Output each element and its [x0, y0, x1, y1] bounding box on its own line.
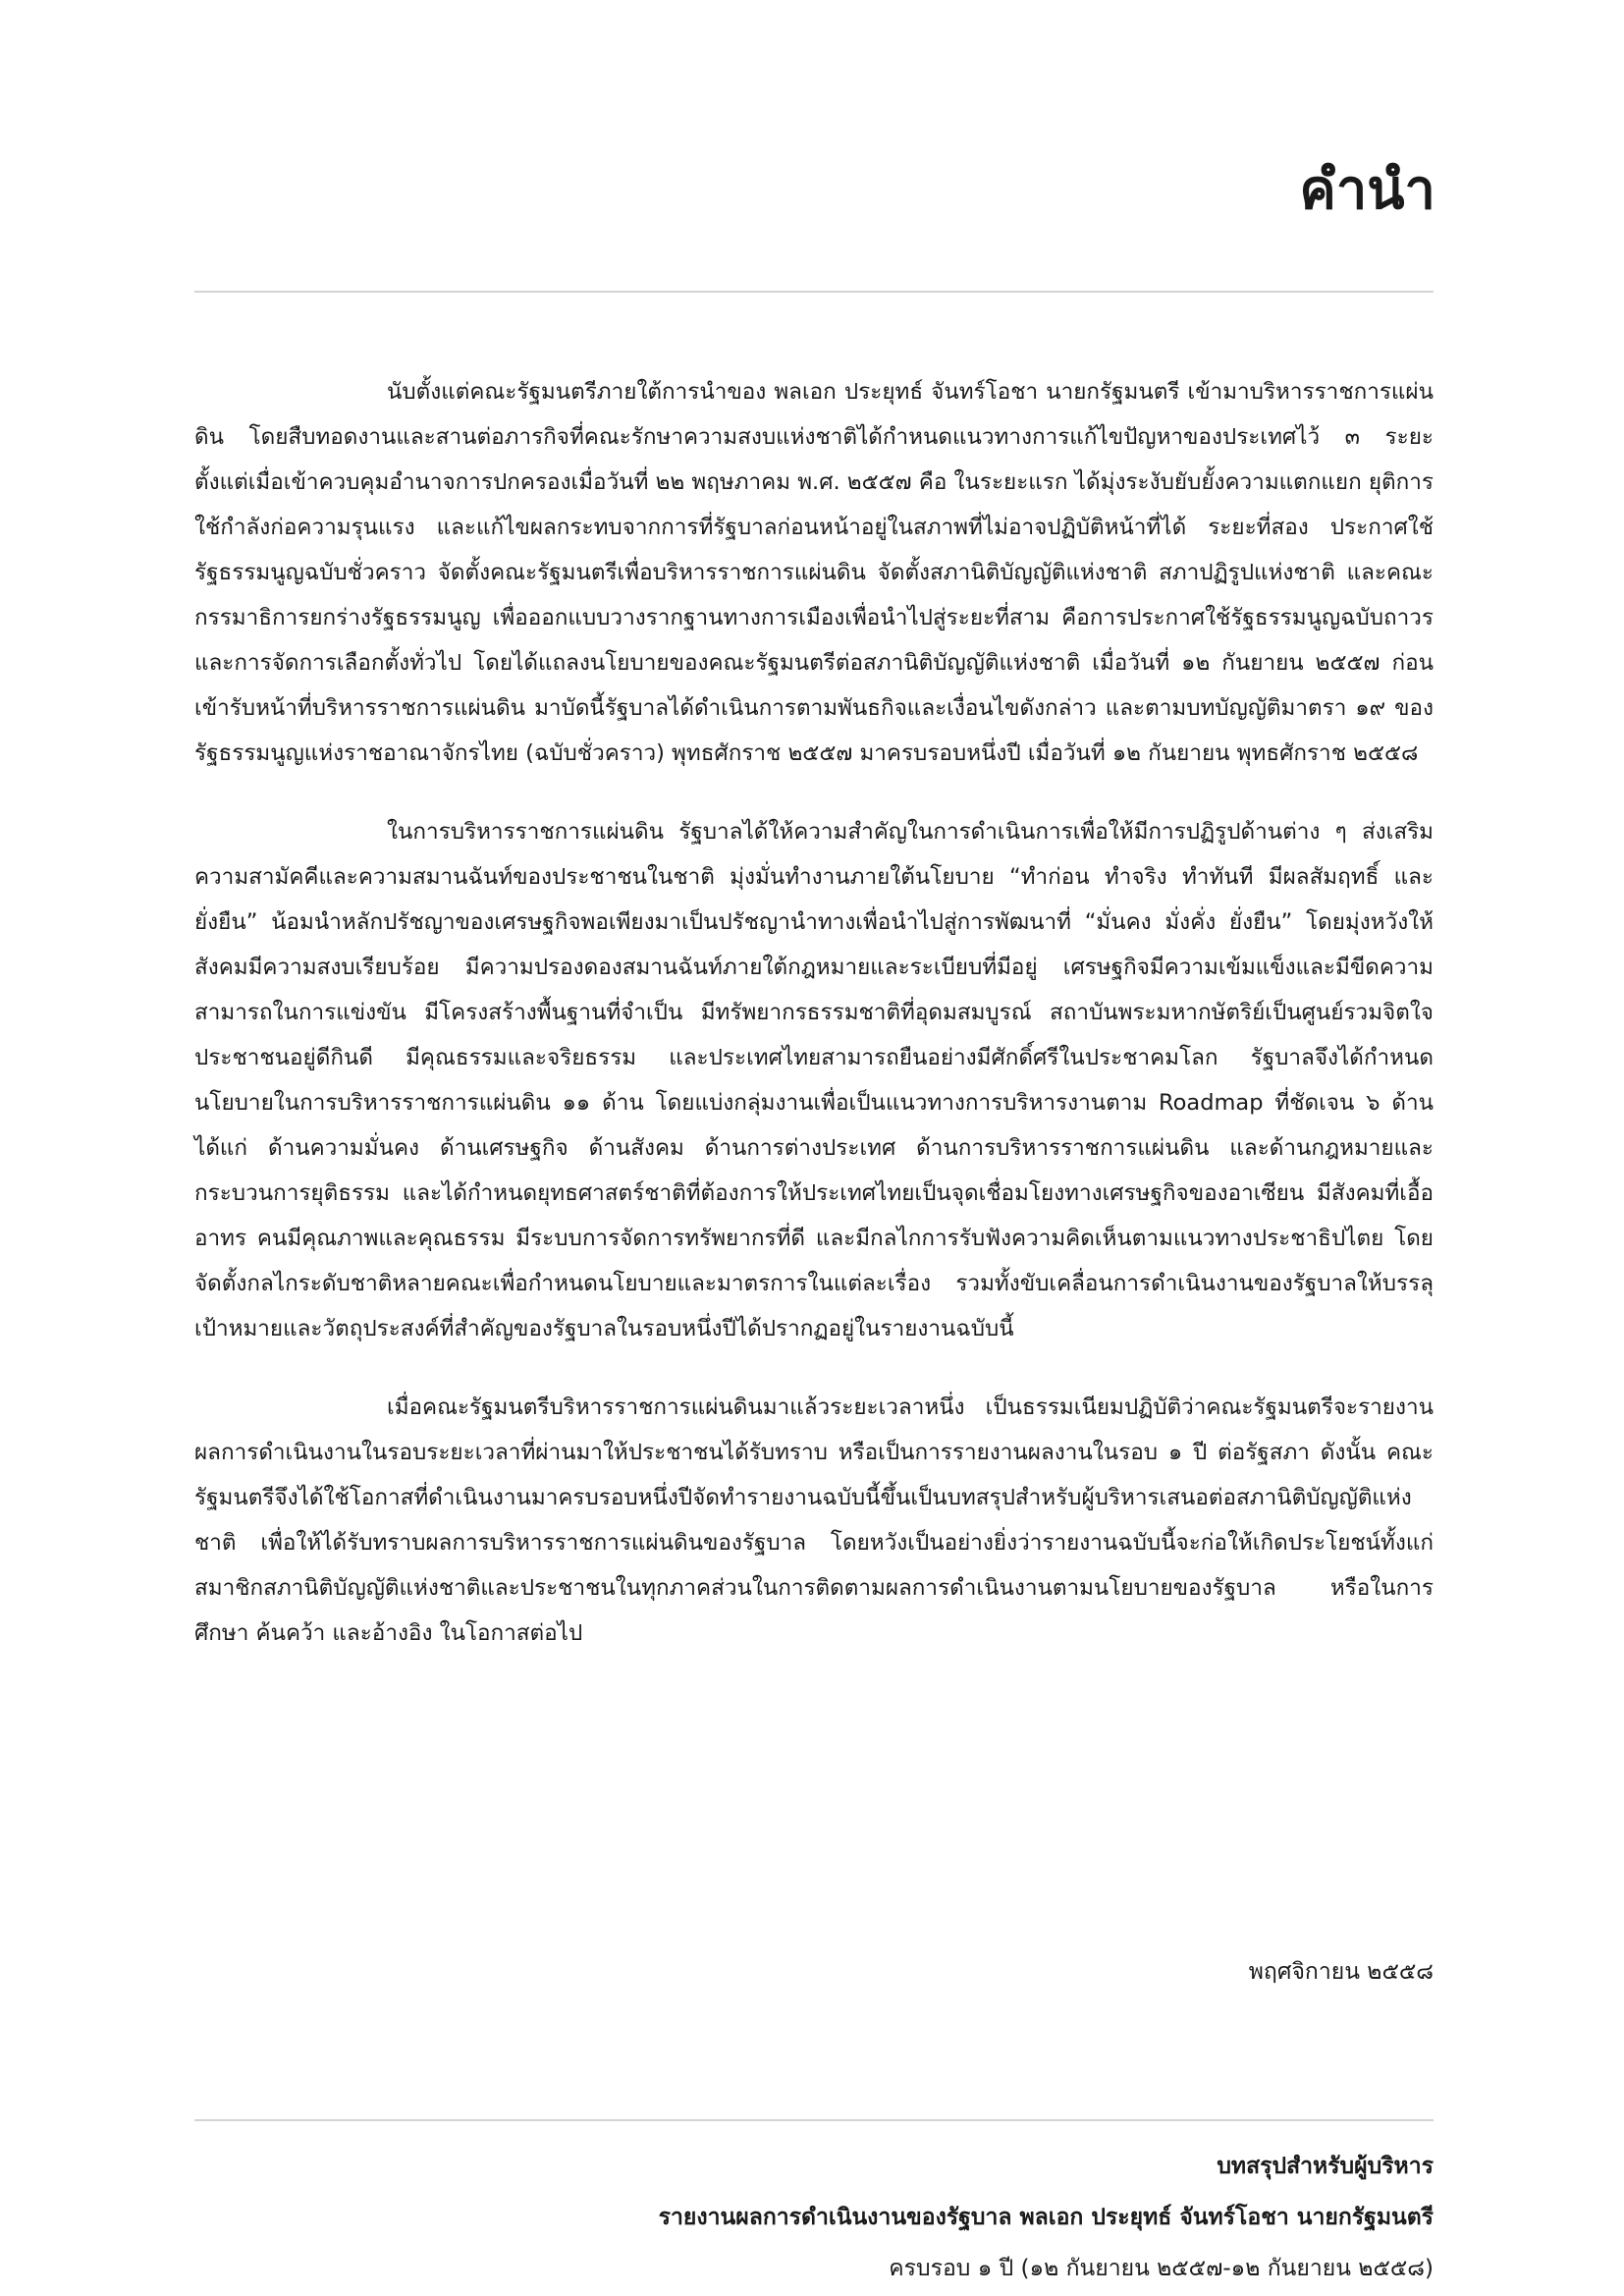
paragraph-1: นับตั้งแต่คณะรัฐมนตรีภายใต้การนำของ พลเอก ประยุทธ์ จันทร์โอชา นายกรัฐมนตรี เข้ามาบริหารราชการแผ่นดิน โดยสืบทอดงานและสานต่อภารกิจที่คณะรักษาความสงบแห่งชาติได้กำหนดแนวทางการแก้ไขปัญหาของประเทศไว้ ๓ ระยะ ตั้งแต่เมื่อเข้าควบคุมอำนาจการปกครองเมื่อวันที่ ๒๒ พฤษภาคม พ.ศ. ๒๕๕๗ คือ ในระยะแรก ได้มุ่งระงับยับยั้งความแตกแยก ยุติการใช้กำลังก่อความรุนแรง และแก้ไขผลกระทบจากการที่รัฐบาลก่อนหน้าอยู่ในสภาพที่ไม่อาจปฏิบัติหน้าที่ได้ ระยะที่สอง ประกาศใช้รัฐธรรมนูญฉบับชั่วคราว จัดตั้งคณะรัฐมนตรีเพื่อบริหารราชการแผ่นดิน จัดตั้งสภานิติบัญญัติแห่งชาติ สภาปฏิรูปแห่งชาติ และคณะกรรมาธิการยกร่างรัฐธรรมนูญ เพื่อออกแบบวางรากฐานทางการเมืองเพื่อนำไปสู่ระยะที่สาม คือการประกาศใช้รัฐธรรมนูญฉบับถาวรและการจัดการเลือกตั้งทั่วไป โดยได้แถลงนโยบายของคณะรัฐมนตรีต่อสภานิติบัญญัติแห่งชาติ เมื่อวันที่ ๑๒ กันยายน ๒๕๕๗ ก่อนเข้ารับหน้าที่บริหารราชการแผ่นดิน มาบัดนี้รัฐบาลได้ดำเนินการตามพันธกิจและเงื่อนไขดังกล่าว และตามบทบัญญัติมาตรา ๑๙ ของรัฐธรรมนูญแห่งราชอาณาจักรไทย (ฉบับชั่วคราว) พุทธศักราช ๒๕๕๗ มาครบรอบหนึ่งปี เมื่อวันที่ ๑๒ กันยายน พุทธศักราช ๒๕๕๘: [194, 379, 1434, 766]
footer-line-2: รายงานผลการดำเนินงานของรัฐบาล พลเอก ประยุทธ์ จันทร์โอชา นายกรัฐมนตรี: [658, 2205, 1434, 2230]
body-text: [194, 369, 1434, 1689]
footer-divider: [194, 2119, 1434, 2121]
paragraph-2: ในการบริหารราชการแผ่นดิน รัฐบาลได้ให้ความสำคัญในการดำเนินการเพื่อให้มีการปฏิรูปด้านต่าง ๆ ส่งเสริมความสามัคคีและความสมานฉันท์ของประชาชนในชาติ มุ่งมั่นทำงานภายใต้นโยบาย “ทำก่อน ทำจริง ทำทันที มีผลสัมฤทธิ์ และยั่งยืน” น้อมนำหลักปรัชญาของเศรษฐกิจพอเพียงมาเป็นปรัชญานำทางเพื่อนำไปสู่การพัฒนาที่ “มั่นคง มั่งคั่ง ยั่งยืน” โดยมุ่งหวังให้สังคมมีความสงบเรียบร้อย มีความปรองดองสมานฉันท์ภายใต้กฎหมายและระเบียบที่มีอยู่ เศรษฐกิจมีความเข้มแข็งและมีขีดความสามารถในการแข่งขัน มีโครงสร้างพื้นฐานที่จำเป็น มีทรัพยากรธรรมชาติที่อุดมสมบูรณ์ สถาบันพระมหากษัตริย์เป็นศูนย์รวมจิตใจ ประชาชนอยู่ดีกินดี มีคุณธรรมและจริยธรรม และประเทศไทยสามารถยืนอย่างมีศักดิ์ศรีในประชาคมโลก รัฐบาลจึงได้กำหนดนโยบายในการบริหารราชการแผ่นดิน ๑๑ ด้าน โดยแบ่งกลุ่มงานเพื่อเป็นแนวทางการบริหารงานตาม Roadmap ที่ชัดเจน ๖ ด้าน ได้แก่ ด้านความมั่นคง ด้านเศรษฐกิจ ด้านสังคม ด้านการต่างประเทศ ด้านการบริหารราชการแผ่นดิน และด้านกฎหมายและกระบวนการยุติธรรม และได้กำหนดยุทธศาสตร์ชาติที่ต้องการให้ประเทศไทยเป็นจุดเชื่อมโยงทางเศรษฐกิจของอาเซียน มีสังคมที่เอื้ออาทร คนมีคุณภาพและคุณธรรม มีระบบการจัดการทรัพยากรที่ดี และมีกลไกการรับฟังความคิดเห็นตามแนวทางประชาธิปไตย โดยจัดตั้งกลไกระดับชาติหลายคณะเพื่อกำหนดนโยบายและมาตรการในแต่ละเรื่อง รวมทั้งขับเคลื่อนการดำเนินงานของรัฐบาลให้บรรลุเป้าหมายและวัตถุประสงค์ที่สำคัญของรัฐบาลในรอบหนึ่งปีได้ปรากฏอยู่ในรายงานฉบับนี้: [194, 819, 1434, 1341]
paragraph-3: เมื่อคณะรัฐมนตรีบริหารราชการแผ่นดินมาแล้วระยะเวลาหนึ่ง เป็นธรรมเนียมปฏิบัติว่าคณะรัฐมนตรีจะรายงานผลการดำเนินงานในรอบระยะเวลาที่ผ่านมาให้ประชาชนได้รับทราบ หรือเป็นการรายงานผลงานในรอบ ๑ ปี ต่อรัฐสภา ดังนั้น คณะรัฐมนตรีจึงได้ใช้โอกาสที่ดำเนินงานมาครบรอบหนึ่งปีจัดทำรายงานฉบับนี้ขึ้นเป็นบทสรุปสำหรับผู้บริหารเสนอต่อสภานิติบัญญัติแห่งชาติ เพื่อให้ได้รับทราบผลการบริหารราชการแผ่นดินของรัฐบาล โดยหวังเป็นอย่างยิ่งว่ารายงานฉบับนี้จะก่อให้เกิดประโยชน์ทั้งแก่สมาชิกสภานิติบัญญัติแห่งชาติและประชาชนในทุกภาคส่วนในการติดตามผลการดำเนินงานตามนโยบายของรัฐบาล หรือในการศึกษา ค้นคว้า และอ้างอิง ในโอกาสต่อไป: [194, 1394, 1434, 1646]
footer: [659, 2141, 1434, 2294]
page-title: คำนำ: [1299, 158, 1435, 222]
footer-line-3: ครบรอบ ๑ ปี (๑๒ กันยายน ๒๕๕๗-๑๒ กันยายน ๒๕๕๘): [889, 2256, 1434, 2281]
document-date: พฤศจิกายน ๒๕๕๘: [1248, 1959, 1434, 1985]
footer-line-1: บทสรุปสำหรับผู้บริหาร: [1217, 2154, 1434, 2179]
top-divider: [194, 291, 1434, 293]
